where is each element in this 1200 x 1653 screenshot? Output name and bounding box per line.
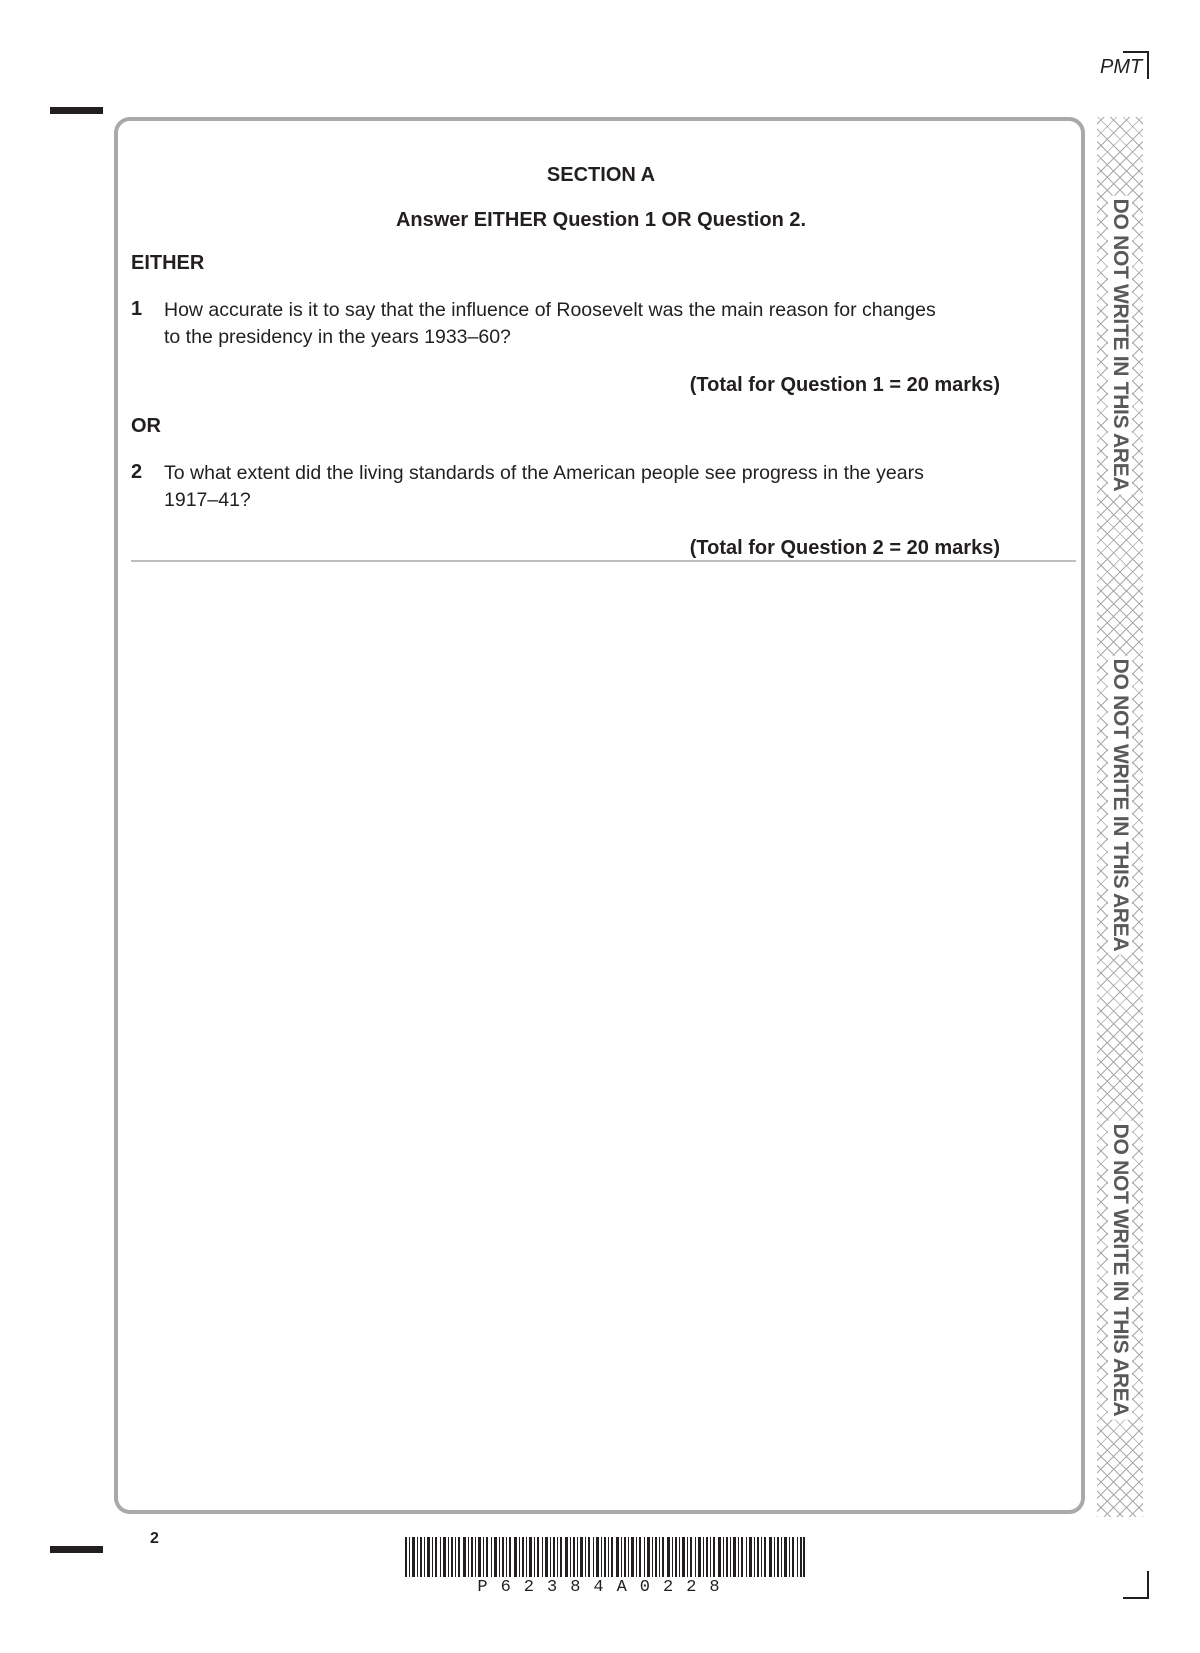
pmt-mark: PMT: [1100, 56, 1143, 78]
question-number: 1: [131, 298, 143, 320]
pmt-rule: [1123, 51, 1148, 53]
question-text: How accurate is it to say that the influence of Roosevelt was the main reason for changes to the presidency in the years 1933–60?: [164, 299, 936, 348]
either-label: EITHER: [131, 252, 205, 274]
barcode: [405, 1537, 805, 1577]
margin-warning: DO NOT WRITE IN THIS AREA: [1108, 196, 1132, 495]
question-number: 2: [131, 461, 143, 483]
margin-warning: DO NOT WRITE IN THIS AREA: [1108, 656, 1132, 955]
question-marks: (Total for Question 2 = 20 marks): [689, 537, 1000, 559]
or-label: OR: [131, 415, 161, 437]
margin-warning: DO NOT WRITE IN THIS AREA: [1108, 1121, 1132, 1420]
section-divider: [131, 560, 1076, 562]
question-text: To what extent did the living standards of the American people see progress in the years 1917–41?: [164, 462, 924, 511]
crop-mark: [1147, 1571, 1149, 1599]
question-marks: (Total for Question 1 = 20 marks): [689, 374, 1000, 396]
section-heading: SECTION A: [546, 164, 656, 186]
crop-mark: [1123, 1597, 1148, 1599]
registration-mark-top: [50, 107, 103, 114]
page-number: 2: [150, 1530, 159, 1547]
section-instruction: Answer EITHER Question 1 OR Question 2.: [395, 209, 807, 231]
barcode-number: P62384A0228: [477, 1578, 733, 1597]
registration-mark-bottom: [50, 1546, 103, 1553]
pmt-rule: [1147, 51, 1149, 79]
